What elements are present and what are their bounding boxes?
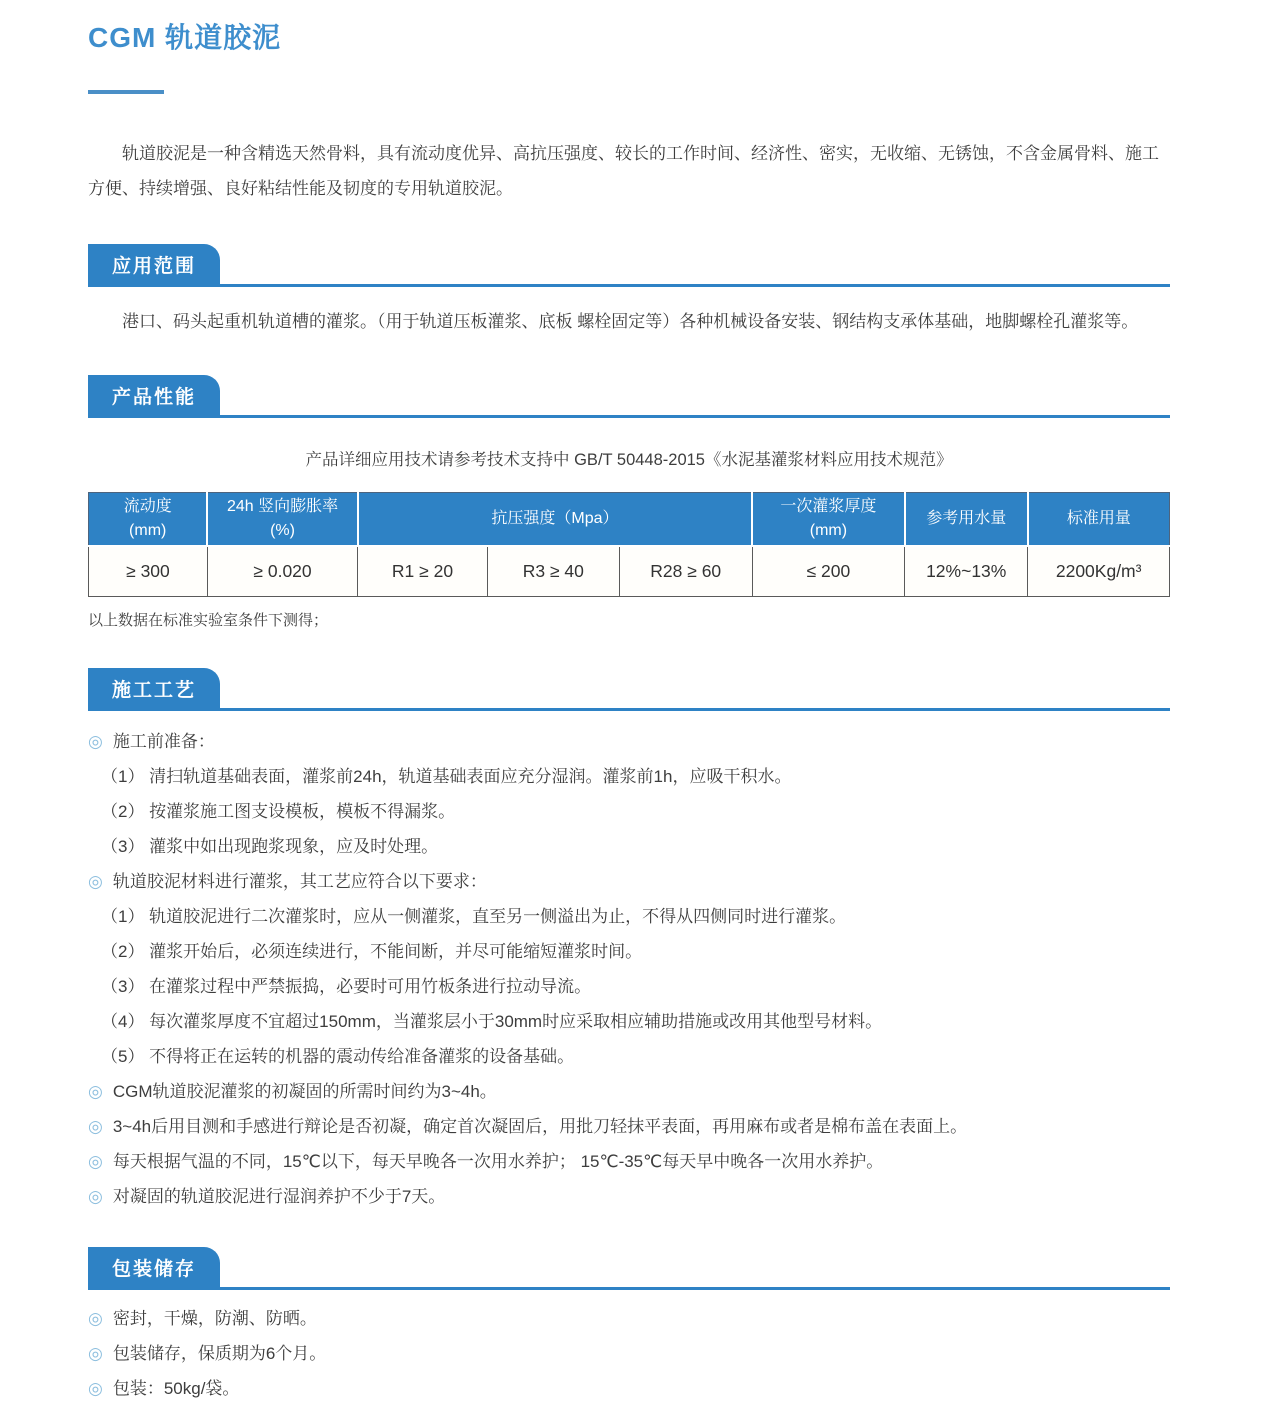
packaging-list [88,1306,1170,1401]
list-item [88,1009,1170,1034]
cell-r28: R28 ≥ 60 [619,546,752,596]
list-item-text: （5） 不得将正在运转的机器的震动传给准备灌浆的设备基础。 [101,1046,575,1066]
list-item [88,834,1170,859]
list-item-text: （3） 灌浆中如出现跑浆现象，应及时处理。 [101,836,439,856]
list-item-text: 3~4h后用目测和手感进行辩论是否初凝，确定首次凝固后，用批刀轻抹平表面，再用麻布或者是棉布盖在表面上。 [112,1116,968,1136]
list-item [88,1306,1170,1331]
list-item [88,869,1170,894]
col-header-thickness [752,493,904,547]
list-item [88,1184,1170,1209]
list-item [88,1114,1170,1139]
list-item-text: 施工前准备： [112,731,215,751]
section-header [88,244,1170,287]
list-item [88,799,1170,824]
bullet-icon: ◎ [88,1081,103,1101]
list-item-text: 每天根据气温的不同，15℃以下，每天早晚各一次用水养护； 15℃-35℃每天早中晚各一次用水养护。 [112,1151,884,1171]
construction-list [88,729,1170,1209]
list-item-text: 轨道胶泥材料进行灌浆，其工艺应符合以下要求： [112,871,487,891]
col-header-compressive: 抗压强度（Mpa） [358,493,753,547]
bullet-icon: ◎ [88,1378,103,1398]
list-item [88,764,1170,789]
section-header [88,375,1170,418]
col-header-flow [89,493,208,547]
section-header [88,668,1170,711]
section-packaging [88,1247,1170,1401]
list-item-text: （1） 轨道胶泥进行二次灌浆时，应从一侧灌浆，直至另一侧溢出为止，不得从四侧同时进行灌浆。 [101,906,847,926]
list-item [88,1079,1170,1104]
cell-dosage: 2200Kg/m³ [1028,546,1170,596]
list-item [88,939,1170,964]
section-construction [88,668,1170,1209]
list-item [88,1341,1170,1366]
header-sub: (mm) [129,522,167,539]
col-header-dosage: 标准用量 [1028,493,1170,547]
list-item-text: 包装储存，保质期为6个月。 [112,1343,327,1363]
bullet-icon: ◎ [88,1116,103,1136]
header-label: 一次灌浆厚度 [780,498,877,515]
list-item-text: CGM轨道胶泥灌浆的初凝固的所需时间约为3~4h。 [112,1081,497,1101]
section-tab-performance: 产品性能 [88,375,220,415]
bullet-icon: ◎ [88,731,103,751]
bullet-icon: ◎ [88,871,103,891]
header-sub: (%) [270,522,295,539]
table-note: 以上数据在标准实验室条件下测得； [88,611,329,629]
cell-thickness: ≤ 200 [752,546,904,596]
bullet-icon: ◎ [88,1308,103,1328]
col-header-water: 参考用水量 [905,493,1028,547]
header-label: 24h 竖向膨胀率 [226,498,339,515]
header-label: 流动度 [123,498,172,515]
title-underline [88,90,164,94]
performance-table [88,492,1170,597]
section-tab-packaging: 包装储存 [88,1247,220,1287]
list-item [88,1376,1170,1401]
list-item [88,1149,1170,1174]
col-header-expansion [207,493,357,547]
intro-paragraph: 轨道胶泥是一种含精选天然骨料，具有流动度优异、高抗压强度、较长的工作时间、经济性、密实，无收缩、无锈蚀，不含金属骨料、施工方便、持续增强、良好粘结性能及韧度的专用轨道胶泥。 [88,144,1159,198]
list-item-text: （2） 按灌浆施工图支设模板，模板不得漏浆。 [101,801,456,821]
list-item-text: （4） 每次灌浆厚度不宜超过150mm，当灌浆层小于30mm时应采取相应辅助措施或改用其他型号材料。 [101,1011,883,1031]
cell-water: 12%~13% [905,546,1028,596]
cell-flow: ≥ 300 [89,546,208,596]
list-item [88,904,1170,929]
cell-r1: R1 ≥ 20 [358,546,488,596]
header-sub: (mm) [809,522,848,539]
performance-reference: 产品详细应用技术请参考技术支持中 GB/T 50448-2015《水泥基灌浆材料应用技术规范》 [305,451,953,469]
list-item-text: 对凝固的轨道胶泥进行湿润养护不少于7天。 [112,1186,446,1206]
application-body: 港口、码头起重机轨道槽的灌浆。（用于轨道压板灌浆、底板 螺栓固定等）各种机械设备安装、钢结构支承体基础，地脚螺栓孔灌浆等。 [122,312,1139,331]
list-item [88,974,1170,999]
cell-expansion: ≥ 0.020 [207,546,357,596]
page-title: CGM 轨道胶泥 [88,22,282,53]
bullet-icon: ◎ [88,1151,103,1171]
section-tab-application: 应用范围 [88,244,220,284]
section-performance [88,375,1170,630]
list-item-text: 包装：50kg/袋。 [112,1378,240,1398]
section-header [88,1247,1170,1290]
list-item [88,729,1170,754]
list-item-text: 密封，干燥，防潮、防晒。 [112,1308,317,1328]
list-item-text: （3） 在灌浆过程中严禁振捣，必要时可用竹板条进行拉动导流。 [101,976,592,996]
list-item [88,1044,1170,1069]
list-item-text: （1） 清扫轨道基础表面，灌浆前24h，轨道基础表面应充分湿润。灌浆前1h，应吸干积水。 [101,766,792,786]
section-tab-construction: 施工工艺 [88,668,220,708]
cell-r3: R3 ≥ 40 [487,546,619,596]
bullet-icon: ◎ [88,1343,103,1363]
list-item-text: （2） 灌浆开始后，必须连续进行，不能间断，并尽可能缩短灌浆时间。 [101,941,643,961]
table-data-row [89,546,1170,596]
table-header-row [89,493,1170,547]
section-application [88,244,1170,337]
bullet-icon: ◎ [88,1186,103,1206]
